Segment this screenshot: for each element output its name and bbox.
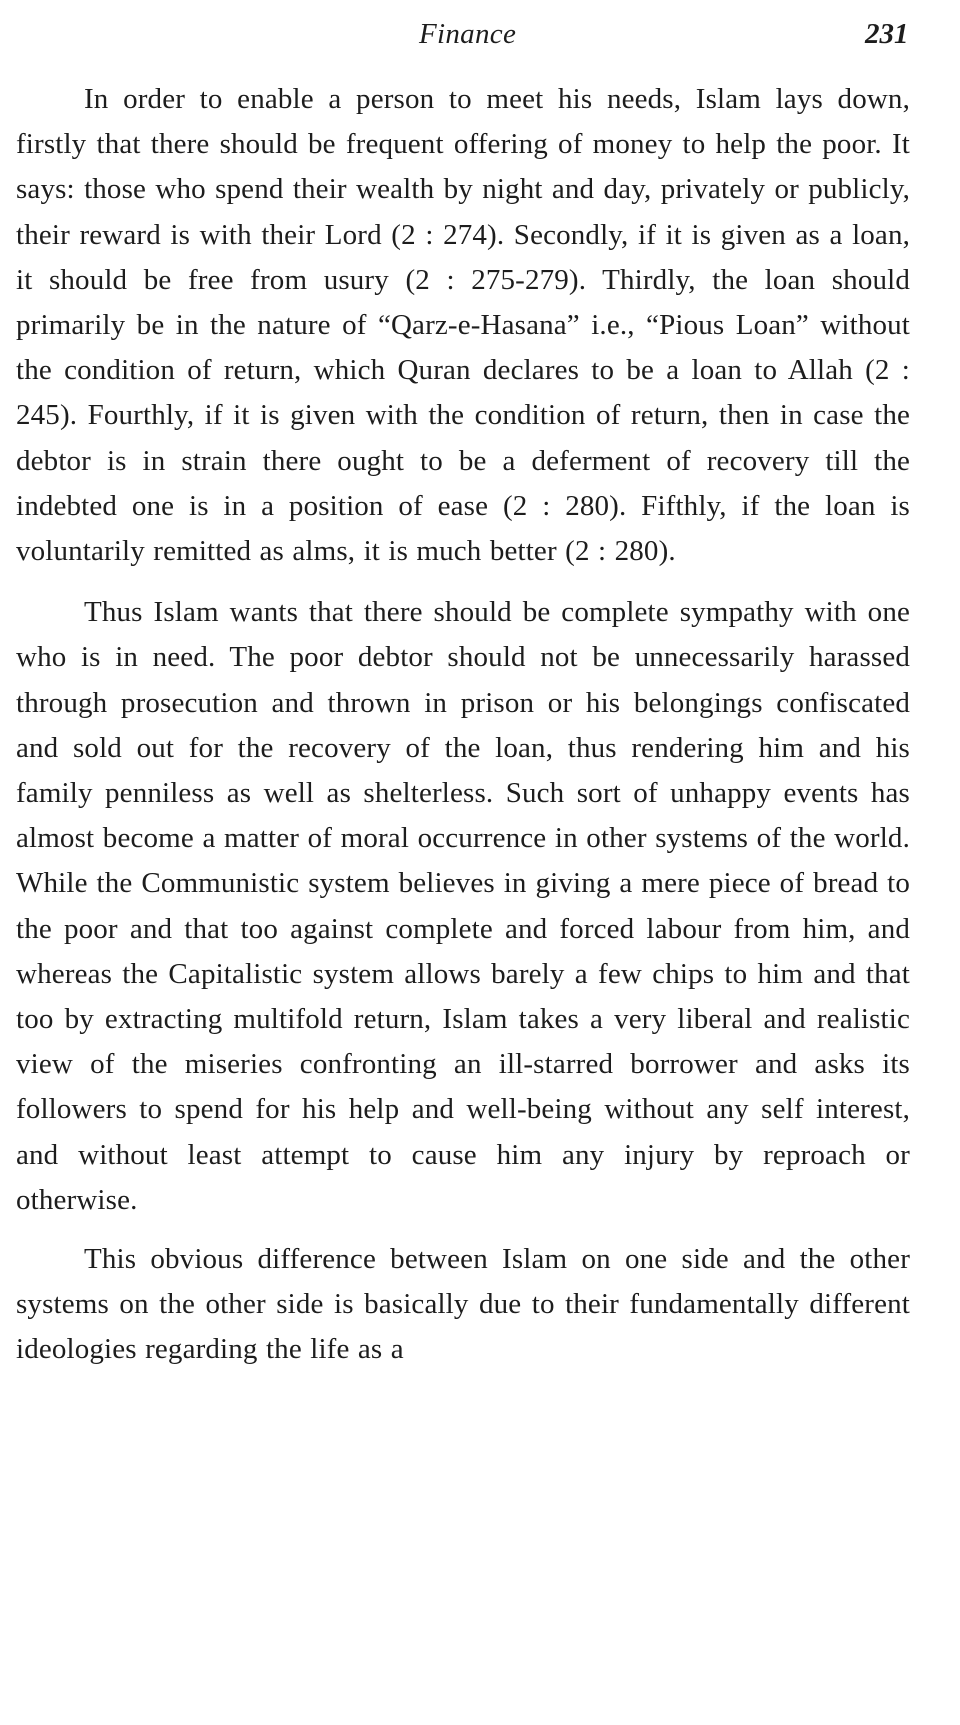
page-number: 231 <box>865 18 909 50</box>
section-title: Finance <box>419 18 517 50</box>
paragraph-ideological-difference: This obvious difference between Islam on one side and the other systems on the other side is basically due to their fundamentally different ideologies regarding the life as a <box>16 1243 910 1366</box>
paragraph-sympathy-for-debtor: Thus Islam wants that there should be complete sympathy with one who is in need. The poor debtor should not be unnecessarily harassed through prosecution and thrown in prison or his belongings confiscated and sold out for the recovery of the loan, thus rendering him and his family penniless as well as shelterless. Such sort of unhappy events has almost become a matter of moral occurrence in other systems of the world. While the Communistic system believes in giving a mere piece of bread to the poor and that too against complete and forced labour from him, and whereas the Capitalistic system allows barely a few chips to him and that too by extracting multifold return, Islam takes a very liberal and realistic view of the miseries confronting an ill-starred borrower and asks its followers to spend for his help and well-being without any self interest, and without least attempt to cause him any injury by reproach or otherwise. <box>16 596 910 1216</box>
body-text <box>16 77 910 1373</box>
running-header <box>0 14 960 54</box>
paragraph-loan-principles: In order to enable a person to meet his needs, Islam lays down, firstly that there should be frequent offering of money to help the poor. It says: those who spend their wealth by night and day, privately or publicly, their reward is with their Lord (2 : 274). Secondly, if it is given as a loan, it should be free from usury (2 : 275-279). Thirdly, the loan should primarily be in the nature of “Qarz-e-Hasana” i.e., “Pious Loan” without the condition of return, which Quran declares to be a loan to Allah (2 : 245). Fourthly, if it is given with the condition of return, then in case the debtor is in strain there ought to be a deferment of recovery till the indebted one is in a position of ease (2 : 280). Fifthly, if the loan is voluntarily remitted as alms, it is much better (2 : 280). <box>16 83 910 568</box>
